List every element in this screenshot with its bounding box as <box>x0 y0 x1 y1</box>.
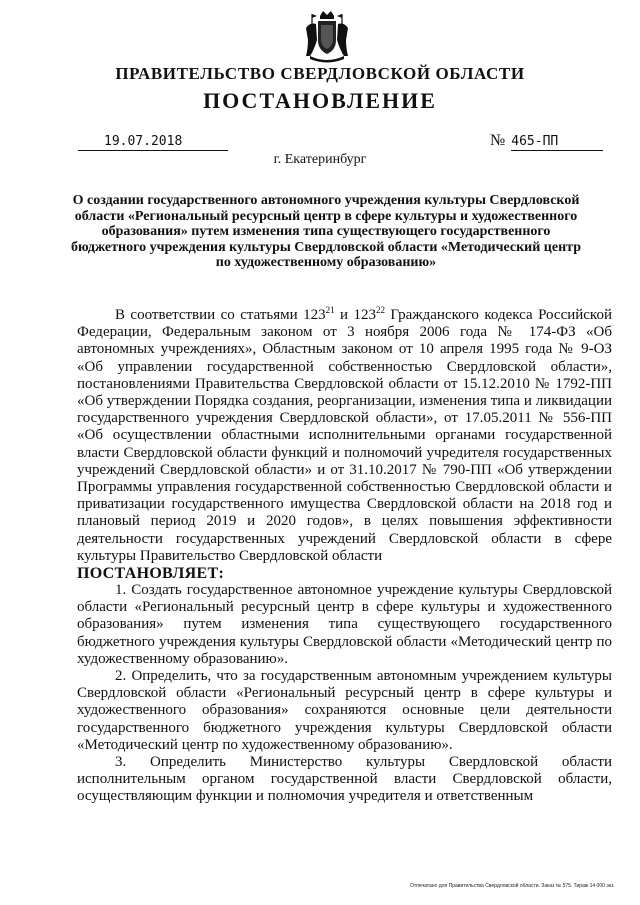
document-date: 19.07.2018 <box>78 134 228 151</box>
document-type: ПОСТАНОВЛЕНИЕ <box>203 88 437 113</box>
document-body <box>77 307 612 806</box>
item-2: 2. Определить, что за государственным автономным учреждением культуры Свердловской области «Региональный ресурсный центр в сфере культуры и художественного образования» сохраняются основные цели деятельности государственного бюджетного учреждения культуры Свердловской области «Методический центр по художественному образованию». <box>77 668 612 753</box>
preamble-paragraph: В соответствии со статьями $123^{21}$ и $123^{22}$ Гражданского кодекса Российской Федерации, Федеральным законом от 3 ноября 2006 года № 174-ФЗ «Об автономных учреждениях», Областным законом от 10 апреля 1995 года № 9-ОЗ «Об управлении государственной собственностью Свердловской области», постановлениями Правительства Свердловской области от 15.12.2010 № 1792-ПП «Об утверждении Порядка создания, реорганизации, изменения типа и ликвидации государственного учреждения Свердловской области», от 17.05.2011 № 556-ПП «Об осуществлении областными исполнительными органами государственной власти Свердловской области функций и полномочий учредителя государственных учреждений Свердловской области» и от 31.10.2017 № 790-ПП «Об утверждении Программы управления государственной собственностью Свердловской области и приватизации государственного имущества Свердловской области на 2018 год и плановый период 2019 и 2020 годов», в целях повышения эффективности деятельности государственных учреждений Свердловской области в сфере культуры Правительство Свердловской области <box>77 305 612 564</box>
city: г. Екатеринбург <box>273 152 367 167</box>
document-title: О создании государственного автономного учреждения культуры Свердловской области «Региональный ресурсный центр в сфере культуры и художественного образования» путем изменения типа существующего государственного бюджетного учреждения культуры Свердловской области «Методический центр по художественному образованию» <box>70 193 581 271</box>
item-1: 1. Создать государственное автономное учреждение культуры Свердловской области «Региональный ресурсный центр в сфере культуры и художественного образования» путем изменения типа существующего государственного бюджетного учреждения культуры Свердловской области «Методический центр по художественному образованию». <box>77 582 612 667</box>
resolves-heading: ПОСТАНОВЛЯЕТ: <box>77 565 225 583</box>
item-3: 3. Определить Министерство культуры Свердловской области исполнительным органом государственной власти Свердловской области, осуществляющим функции и полномочия учредителя и ответственным <box>77 754 612 805</box>
coat-of-arms-icon <box>302 10 352 64</box>
number-sign: № <box>490 132 506 149</box>
document-number: 465-ПП <box>511 134 603 151</box>
government-name: ПРАВИТЕЛЬСТВО СВЕРДЛОВСКОЙ ОБЛАСТИ <box>115 64 525 83</box>
document-number-block <box>490 132 610 151</box>
print-footer: Отпечатано для Правительства Свердловской области. Заказ № 575. Тираж 14 000 экз. <box>410 883 615 889</box>
